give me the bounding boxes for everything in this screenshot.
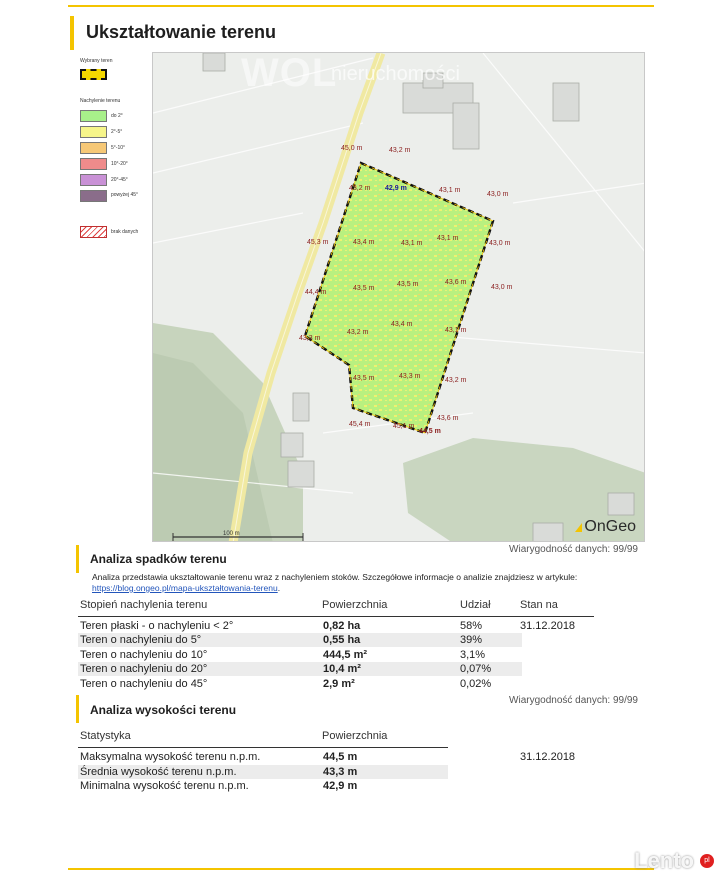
ongeo-brand: OnGeo [584,518,636,535]
watermark-logo: WOL [241,52,338,95]
elevation-label: 45,4 m [349,421,371,428]
slope-label: Teren o nachyleniu do 20° [80,663,208,675]
elevation-label: 43,6 m [445,279,467,286]
height-label: Maksymalna wysokość terenu n.p.m. [80,751,261,763]
height-value: 42,9 m [323,780,358,792]
elevation-label: 43,0 m [491,284,513,291]
elevation-label: 43,0 m [489,240,511,247]
legend-swatch-1 [80,126,107,138]
legend-swatch-4 [80,174,107,186]
elevation-label: 43,3 m [299,335,321,342]
slope-area: 444,5 m² [323,649,368,661]
slopes-header-share: Udział [460,599,491,611]
legend-nodata-swatch [80,226,107,238]
slope-share: 0,07% [460,663,492,675]
ongeo-logo-icon [575,523,582,532]
elevation-label: 43,6 m [437,415,459,422]
legend-nodata-label: brak danych [111,229,139,235]
slope-label: Teren o nachyleniu do 5° [80,634,202,646]
slope-date: 31.12.2018 [520,620,576,632]
elevation-label: 43,1 m [437,235,459,242]
slopes-title: Analiza spadków terenu [90,552,227,566]
elevation-label: 45,1 m [393,423,415,430]
elevation-label: 43,5 m [353,375,375,382]
bottom-rule [68,868,654,870]
slopes-header-date: Stan na [520,599,558,611]
elevation-label: 43,1 m [401,240,423,247]
elevation-label: 44,4 m [305,289,327,296]
elevation-label: 45,0 m [341,145,363,152]
elevation-label: 43,0 m [487,191,509,198]
page-title: Ukształtowanie terenu [86,22,277,42]
elevation-min-label: 42,9 m [385,185,407,192]
elevation-label: 45,3 m [307,239,329,246]
legend-swatch-3 [80,158,107,170]
legend-label-3: 10°-20° [111,161,128,167]
height-label: Minimalna wysokość terenu n.p.m. [80,780,249,792]
heights-title: Analiza wysokości terenu [90,703,237,717]
elevation-label: 43,4 m [391,321,413,328]
slope-area: 0,55 ha [323,634,361,646]
heights-header-area: Powierzchnia [322,730,388,742]
slope-label: Teren o nachyleniu do 10° [80,649,208,661]
legend-label-2: 5°-10° [111,145,126,151]
legend-label-0: do 2° [111,113,123,119]
article-link-suffix: . [277,583,281,593]
legend-selected-title: Wybrany teren [80,58,113,64]
slopes-header-degree: Stopień nachylenia terenu [80,599,208,611]
slopes-description-text: Analiza przedstawia ukształtowanie terenu wraz z nachyleniem stoków. Szczegółowe informacje o analizie znajdziesz w artykule: [92,572,578,582]
legend-label-5: powyżej 45° [111,192,139,198]
elevation-label: 43,2 m [389,147,411,154]
slope-share: 39% [460,634,483,646]
elevation-label: 43,5 m [397,281,419,288]
legend-swatch-0 [80,110,107,122]
slope-label: Teren płaski - o nachyleniu < 2° [80,620,234,632]
elevation-label: 43,2 m [445,377,467,384]
slope-area: 0,82 ha [323,620,361,632]
legend-swatch-5 [80,190,107,202]
legend-slope-title: Nachylenie terenu [80,98,121,104]
elevation-label: 43,2 m [349,185,371,192]
slopes-header-area: Powierzchnia [322,599,388,611]
terrain-map[interactable] [152,52,645,542]
heights-header-stat: Statystyka [80,730,131,742]
slope-share: 58% [460,620,483,632]
elevation-label: 43,1 m [439,187,461,194]
top-rule [68,5,654,7]
height-value: 44,5 m [323,751,358,763]
scale-label: 100 m [223,531,240,537]
slopes-header-rule [78,616,594,617]
title-accent [70,16,74,50]
elevation-label: 43,1 m [445,327,467,334]
legend-label-1: 2°-5° [111,129,123,135]
slopes-reliability: Wiarygodność danych: 99/99 [509,544,638,555]
slope-share: 3,1% [460,649,486,661]
heights-header-rule [78,747,448,748]
slope-label: Teren o nachyleniu do 45° [80,678,208,690]
article-link[interactable]: https://blog.ongeo.pl/mapa-ukształtowania-terenu [92,583,278,593]
heights-reliability: Wiarygodność danych: 99/99 [509,695,638,706]
elevation-label: 43,5 m [353,285,375,292]
elevation-label: 43,3 m [399,373,421,380]
watermark-text: nieruchomości [331,63,460,85]
height-label: Średnia wysokość terenu n.p.m. [80,766,237,778]
slope-area: 2,9 m² [323,678,355,690]
heights-accent [76,695,79,723]
map-canvas [153,53,645,542]
slope-area: 10,4 m² [323,663,361,675]
slopes-accent [76,545,79,573]
legend-label-4: 20°-45° [111,177,128,183]
slopes-description [92,572,612,594]
slope-share: 0,02% [460,678,492,690]
height-date: 31.12.2018 [520,751,576,763]
legend-selected-swatch [80,69,107,80]
lento-pl-badge: pl [700,854,714,868]
legend-swatch-2 [80,142,107,154]
lento-watermark: Lento [634,848,694,873]
height-value: 43,3 m [323,766,358,778]
elevation-max-label: 44,5 m [419,428,441,435]
elevation-label: 43,2 m [347,329,369,336]
elevation-label: 43,4 m [353,239,375,246]
